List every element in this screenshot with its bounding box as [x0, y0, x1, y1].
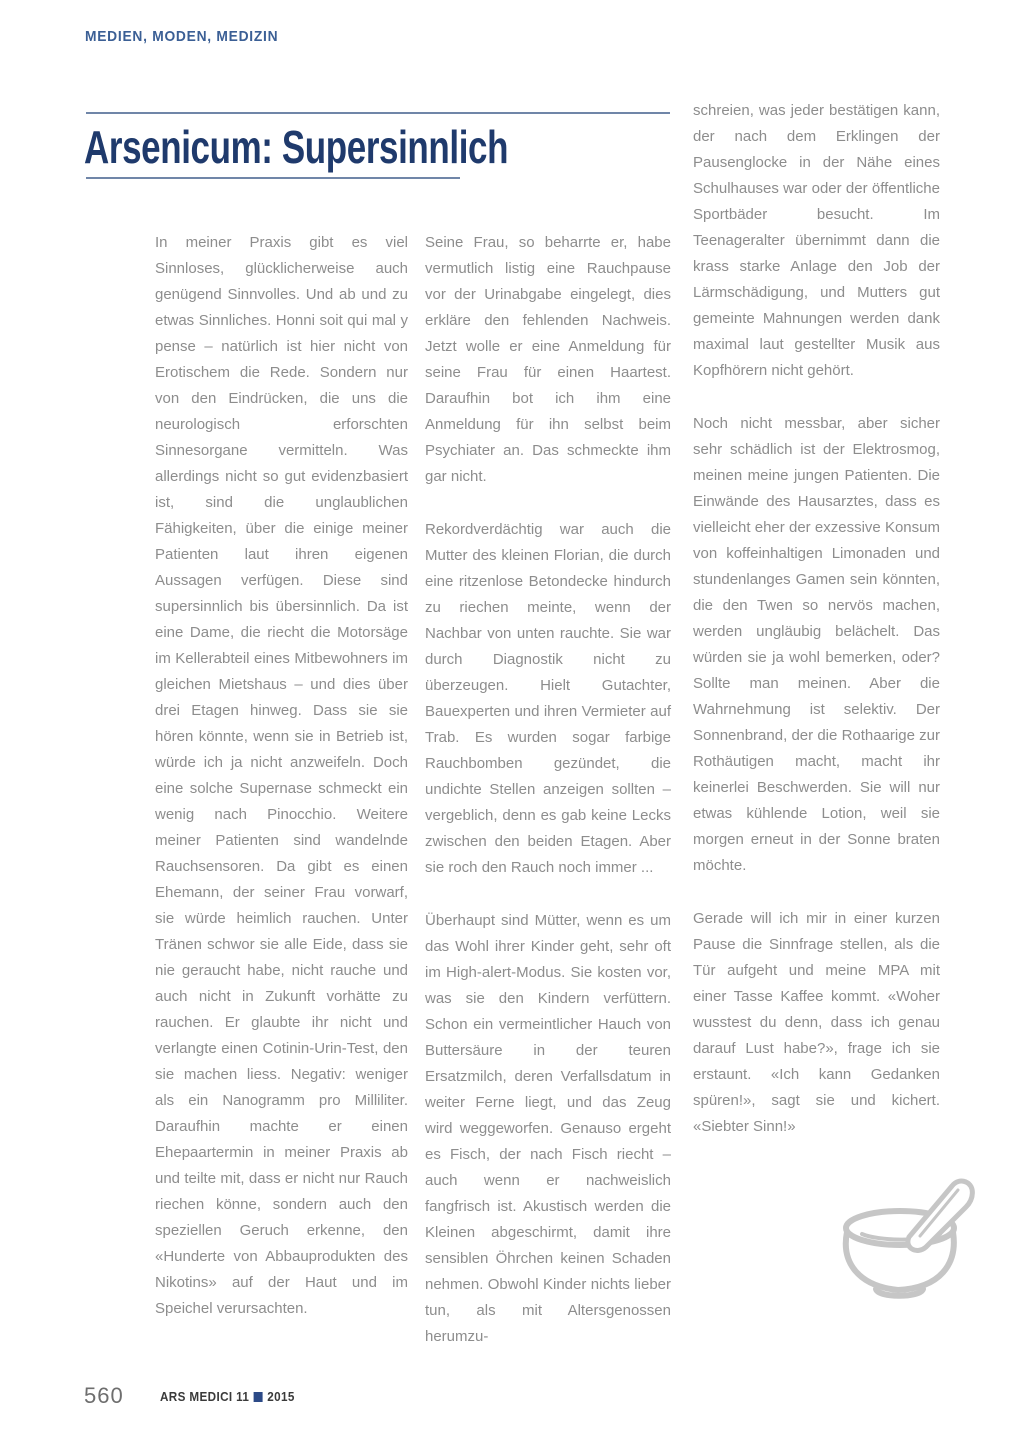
page-title: Arsenicum: Supersinnlich [84, 121, 509, 173]
paragraph: Überhaupt sind Mütter, wenn es um das Wohl ihrer Kinder geht, sehr oft im High-alert-Modus. Sie kosten vor, was sie den Kindern verfüttern. Schon ein vermeintlicher Hauch von Buttersäure in der teuren Ersatzmilch, deren Verfallsdatum in weiter Ferne liegt, und das Zeug wird weggeworfen. Genauso ergeht es Fisch, der nach Fisch riecht – auch wenn er nachweislich fangfrisch ist. Akustisch werden die Kleinen abgeschirmt, damit ihre sensiblen Öhrchen keinen Schaden nehmen. Obwohl Kinder nichts lieber tun, als mit Altersgenossen herumzu- [425, 912, 671, 1345]
mortar-and-pestle-icon [828, 1172, 986, 1308]
footer-square-icon [254, 1392, 263, 1402]
paragraph: In meiner Praxis gibt es viel Sinnloses, glücklicherweise auch genügend Sinnvolles. Und ab und zu etwas Sinnliches. Honni soit qui mal y pense – natürlich ist hier nicht von Erotischem die Rede. Sondern nur von den Eindrücken, die uns die neurologisch erforschten Sinnesorgane vermitteln. Was allerdings nicht so gut evidenzbasiert ist, sind die unglaublichen Fähigkeiten, über die einige meiner Patienten laut ihren eigenen Aussagen verfügen. Diese sind supersinnlich bis übersinnlich. Da ist eine Dame, die riecht die Motorsäge im Kellerabteil eines Mitbewohners im gleichen Mietshaus – und dies über drei Etagen hinweg. Dass sie sie hören könnte, wenn sie in Betrieb ist, würde ich ja nicht anzweifeln. Doch eine solche Supernase schmeckt ein wenig nach Pinocchio. Weitere meiner Patienten sind wandelnde Rauchsensoren. Da gibt es einen Ehemann, der seiner Frau vorwarf, sie würde heimlich rauchen. Unter Tränen schwor sie alle Eide, dass sie nie geraucht habe, nicht rauche und auch nicht in Zukunft vorhätte zu rauchen. Er glaubte ihr nicht und verlangte einen Cotinin-Urin-Test, den sie machen liess. Negativ: weniger als ein Nanogramm pro Milliliter. Daraufhin machte er einen Ehepaartermin in meiner Praxis ab und teilte mit, dass er nicht nur Rauch riechen könne, sondern auch den speziellen Geruch erkenne, den «Hunderte von Abbauprodukten des Nikotins» auf der Haut und im Speichel verursachten. [155, 234, 408, 1317]
paragraph: Noch nicht messbar, aber sicher sehr schädlich ist der Elektrosmog, meinen meine jungen Patienten. Die Einwände des Hausarztes, dass es vielleicht eher der exzessive Konsum von koffeinhaltigen Limonaden und stundenlanges Gamen sein könnten, die den Twen so nervös machen, werden ungläubig belächelt. Das würden sie ja wohl bemerken, oder? Sollte man meinen. Aber die Wahrnehmung ist selektiv. Der Sonnenbrand, der die Rothaarige zur Rothäutigen macht, macht ihr keinerlei Beschwerden. Sie will nur etwas kühlende Lotion, weil sie morgen erneut in der Sonne braten möchte. [693, 415, 940, 874]
paragraph: Rekordverdächtig war auch die Mutter des kleinen Florian, die durch eine ritzenlose Betondecke hindurch zu riechen meinte, wenn der Nachbar von unten rauchte. Sie war durch Diagnostik nicht zu überzeugen. Hielt Gutachter, Bauexperten und ihren Vermieter auf Trab. Es wurden sogar farbige Rauchbomben gezündet, die undichte Stellen anzeigen sollten – vergeblich, denn es gab keine Lecks zwischen den beiden Etagen. Aber sie roch den Rauch noch immer ... [425, 521, 671, 876]
paragraph: Gerade will ich mir in einer kurzen Pause die Sinnfrage stellen, als die Tür aufgeht und meine MPA mit einer Tasse Kaffee kommt. «Woher wusstest du denn, dass ich genau darauf Lust habe?», frage ich sie erstaunt. «Ich kann Gedanken spüren!», sagt sie und kichert. «Siebter Sinn!» [693, 910, 940, 1135]
paragraph: schreien, was jeder bestätigen kann, der nach dem Erklingen der Pausenglocke in der Nähe eines Schulhauses war oder der öffentliche Sportbäder besucht. Im Teenageralter übernimmt dann die krass starke Anlage den Job der Lärmschädigung, und Mutters gut gemeinte Mahnungen werden dank maximal laut gestellter Musik aus Kopfhörern nicht gehört. [693, 102, 940, 379]
page-number: 560 [84, 1383, 124, 1408]
journal-name: ARS MEDICI 11 [160, 1389, 250, 1404]
article-column-1 [155, 230, 408, 1322]
journal-year: 2015 [267, 1389, 295, 1404]
article-column-3 [693, 98, 940, 1140]
paragraph: Seine Frau, so beharrte er, habe vermutlich listig eine Rauchpause vor der Urinabgabe eingelegt, dies erkläre den fehlenden Nachweis. Jetzt wolle er eine Anmeldung für seine Frau für einen Haartest. Daraufhin bot ich ihm eine Anmeldung für ihn selbst beim Psychiater an. Das schmeckte ihm gar nicht. [425, 234, 671, 485]
article-column-2 [425, 230, 671, 1350]
footer-journal-line [160, 1389, 295, 1404]
title-rule-top [86, 112, 670, 114]
title-rule-bottom [86, 177, 460, 179]
section-label: MEDIEN, MODEN, MEDIZIN [85, 28, 279, 45]
